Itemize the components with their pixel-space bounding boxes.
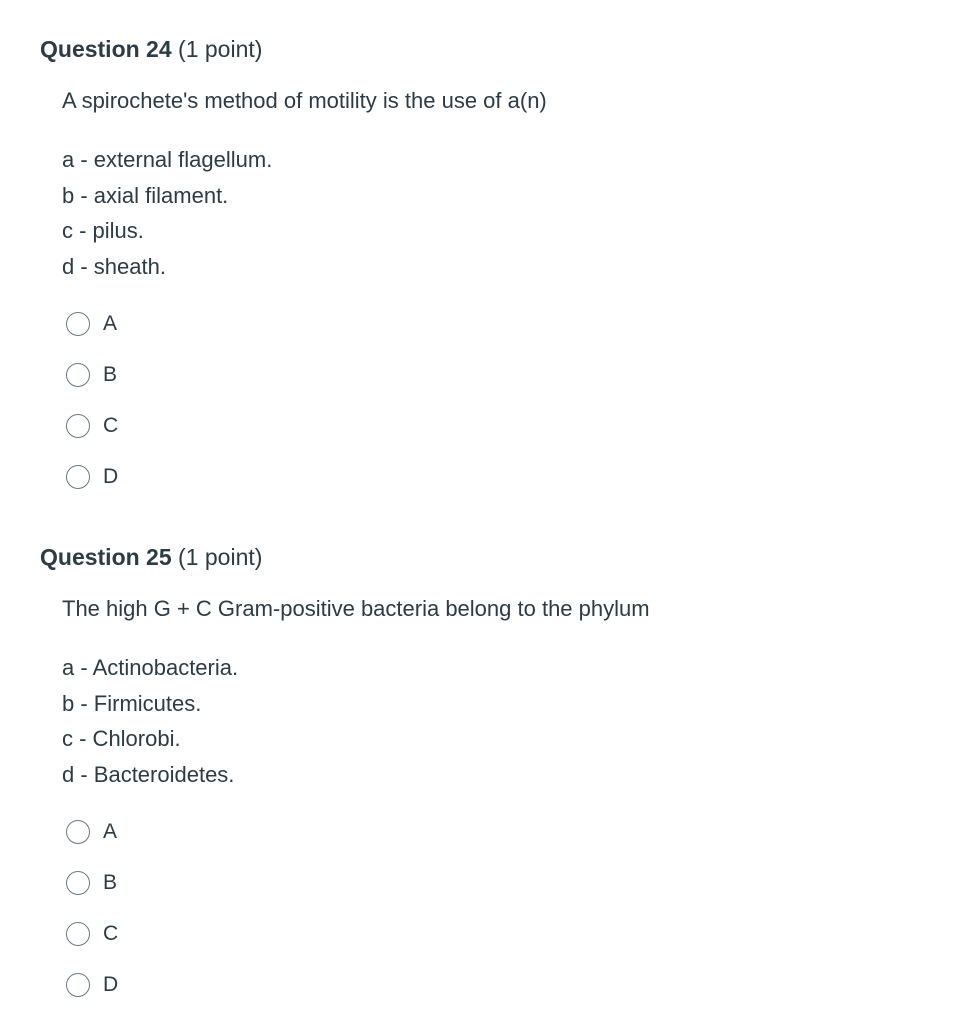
answer-label[interactable]: A [103,312,118,335]
choice-text: d - Bacteroidetes. [62,761,235,787]
answer-label[interactable]: B [103,871,118,894]
choice-text: a - Actinobacteria. [62,655,239,680]
answer-option-d[interactable] [66,973,266,1024]
answer-label[interactable]: C [103,414,119,437]
radio-button[interactable] [66,465,90,489]
question-title: Question 24 [40,36,172,62]
question-title: Question 25 [40,544,172,570]
radio-button[interactable] [66,363,90,387]
answer-label[interactable]: C [103,922,119,945]
choice-list [62,650,238,792]
answer-label[interactable]: B [103,363,118,386]
choice-text: b - axial filament. [62,182,229,208]
answer-option-b[interactable] [66,363,266,414]
question-text: A spirochete's method of motility is the use of a(n) [62,88,547,113]
answer-label[interactable]: D [103,973,119,996]
radio-button[interactable] [66,312,90,336]
radio-button[interactable] [66,973,90,997]
radio-button[interactable] [66,922,90,946]
choice-text: d - sheath. [62,253,166,279]
choice-list [62,142,272,284]
answer-option-b[interactable] [66,871,266,922]
question-text: The high G + C Gram-positive bacteria belong to the phylum [62,596,650,621]
choice-text: c - pilus. [62,218,144,243]
answer-option-d[interactable] [66,465,266,516]
radio-button[interactable] [66,414,90,438]
question-header [40,542,262,572]
answer-label[interactable]: D [103,465,119,488]
answer-label[interactable]: A [103,820,118,843]
answer-option-c[interactable] [66,414,266,465]
question-points: (1 point) [178,544,263,570]
choice-text: c - Chlorobi. [62,726,181,751]
answer-radio-group [66,312,266,516]
answer-option-c[interactable] [66,922,266,973]
answer-radio-group [66,820,266,1024]
question-points: (1 point) [178,36,263,62]
question-header [40,34,262,64]
answer-option-a[interactable] [66,820,266,871]
radio-button[interactable] [66,871,90,895]
answer-option-a[interactable] [66,312,266,363]
choice-text: b - Firmicutes. [62,690,202,716]
radio-button[interactable] [66,820,90,844]
choice-text: a - external flagellum. [62,147,273,172]
